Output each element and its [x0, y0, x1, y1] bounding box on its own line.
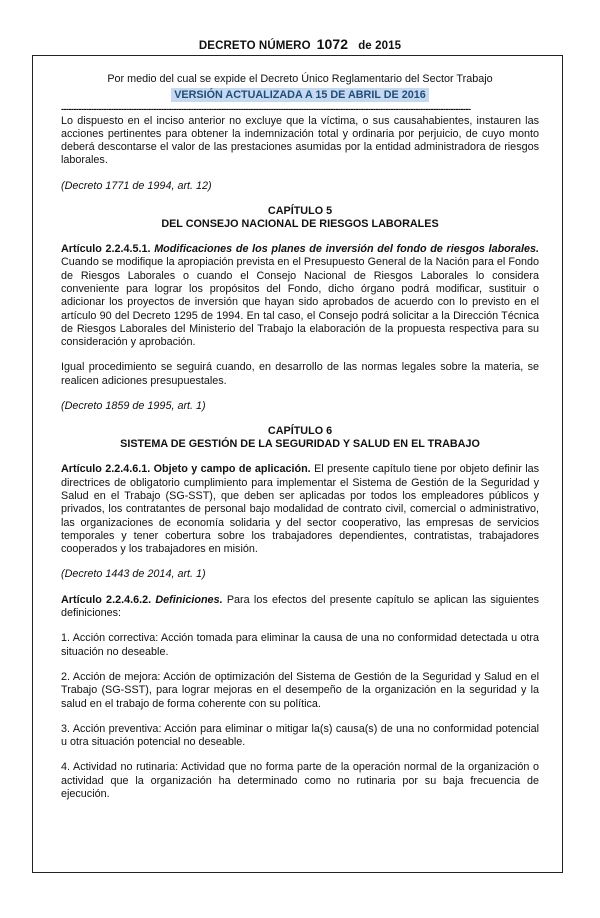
article-number: Artículo 2.2.4.6.2.	[61, 593, 152, 606]
article-body: El presente capítulo tiene por objeto definir las directrices de obligatorio cumplimiento para implementar el Sistema de Gestión de la Seguridad y Salud en el Trabajo (SG-SST), que deben ser aplicadas por todos los empleadores públicos y privados, los contratantes de personal bajo modalidad de contrato civil, comercial o administrativo, las organizaciones de economía solidaria y del sector cooperativo, las empresas de servicios temporales y tener cobertura sobre los trabajadores dependientes, contratistas, trabajadores cooperados y los trabajadores en misión.	[61, 463, 540, 556]
chapter-6-label: CAPÍTULO 6	[267, 425, 333, 438]
citation-decree-1771: (Decreto 1771 de 1994, art. 12)	[61, 179, 212, 192]
article-title: Objeto y campo de aplicación.	[153, 463, 311, 476]
definition-item: 4. Actividad no rutinaria: Actividad que no forma parte de la operación normal de la organización o actividad que la organización ha determinado como no rutinaria por su baja frecuencia de ejecución.	[61, 761, 539, 800]
separator-dashes: --------------------------------------------------------------------------------------------------------------------------------------------------------------------	[61, 104, 471, 114]
page-header	[0, 36, 600, 52]
decree-number: 1072	[316, 36, 349, 52]
header-prefix: DECRETO NÚMERO	[198, 40, 311, 52]
chapter-5-heading	[61, 205, 539, 231]
definition-item: 1. Acción correctiva: Acción tomada para eliminar la causa de una no conformidad detectada u otra situación no deseable.	[61, 632, 539, 658]
article-body: Cuando se modifique la apropiación prevista en el Presupuesto General de la Nación para el Fondo de Riesgos Laborales o cuando el Consejo Nacional de Riesgos Laborales lo considera conveniente para lograr los propósitos del Fondo, dicho órgano podrá modificar, sustituir o adicionar los proyectos de inversión que hayan sido aprobados de acuerdo con lo previsto en el artículo 90 del Decreto 1295 de 1994. En tal caso, el Consejo podrá solicitar a la Dirección Técnica de Riesgos Laborales del Ministerio del Trabajo la elaboración de la propuesta respectiva para su consideración y aprobación.	[61, 256, 539, 349]
version-label: VERSIÓN ACTUALIZADA A 15 DE ABRIL DE 2016	[171, 88, 429, 102]
article-number: Artículo 2.2.4.6.1.	[61, 463, 151, 476]
version-banner	[61, 89, 539, 102]
citation-decree-1443: (Decreto 1443 de 2014, art. 1)	[61, 568, 206, 581]
chapter-5-title: DEL CONSEJO NACIONAL DE RIESGOS LABORALES	[161, 218, 439, 231]
decree-subtitle: Por medio del cual se expide el Decreto Único Reglamentario del Sector Trabajo	[107, 73, 493, 85]
definition-item: 2. Acción de mejora: Acción de optimización del Sistema de Gestión de la Seguridad y Salud en el Trabajo (SG-SST), para lograr mejoras en el desempeño de la organización en la seguridad y la salud en el trabajo de forma coherente con su política.	[61, 670, 539, 710]
article-number: Artículo 2.2.4.5.1.	[61, 243, 151, 256]
article-2-2-4-6-1	[61, 463, 539, 556]
article-title: Modificaciones de los planes de inversión del fondo de riesgos laborales.	[154, 243, 539, 256]
paragraph-budget-additions: Igual procedimiento se seguirá cuando, en desarrollo de las normas legales sobre la materia, se realicen adiciones presupuestales.	[61, 361, 539, 387]
paragraph-victim-actions: Lo dispuesto en el inciso anterior no excluye que la víctima, o sus causahabientes, instauren las acciones pertinentes para obtener la indemnización total y ordinaria por perjuicio, de cuyo monto deberá descontarse el valor de las prestaciones asumidas por la entidad administradora de riesgos laborales.	[61, 114, 539, 167]
article-2-2-4-5-1	[61, 243, 539, 349]
article-body: Para los efectos del presente capítulo se aplican las siguientes definiciones:	[61, 593, 540, 620]
definition-item: 3. Acción preventiva: Acción para eliminar o mitigar la(s) causa(s) de una no conformidad potencial u otra situación potencial no deseable.	[61, 722, 539, 749]
document-body	[61, 73, 539, 813]
chapter-5-label: CAPÍTULO 5	[267, 205, 333, 218]
article-title: Definiciones.	[155, 593, 223, 606]
decree-year: de 2015	[358, 40, 402, 52]
article-2-2-4-6-2	[61, 594, 539, 621]
citation-decree-1859: (Decreto 1859 de 1995, art. 1)	[61, 400, 206, 413]
chapter-6-title: SISTEMA DE GESTIÓN DE LA SEGURIDAD Y SALUD EN EL TRABAJO	[120, 438, 480, 451]
chapter-6-heading	[61, 425, 539, 451]
